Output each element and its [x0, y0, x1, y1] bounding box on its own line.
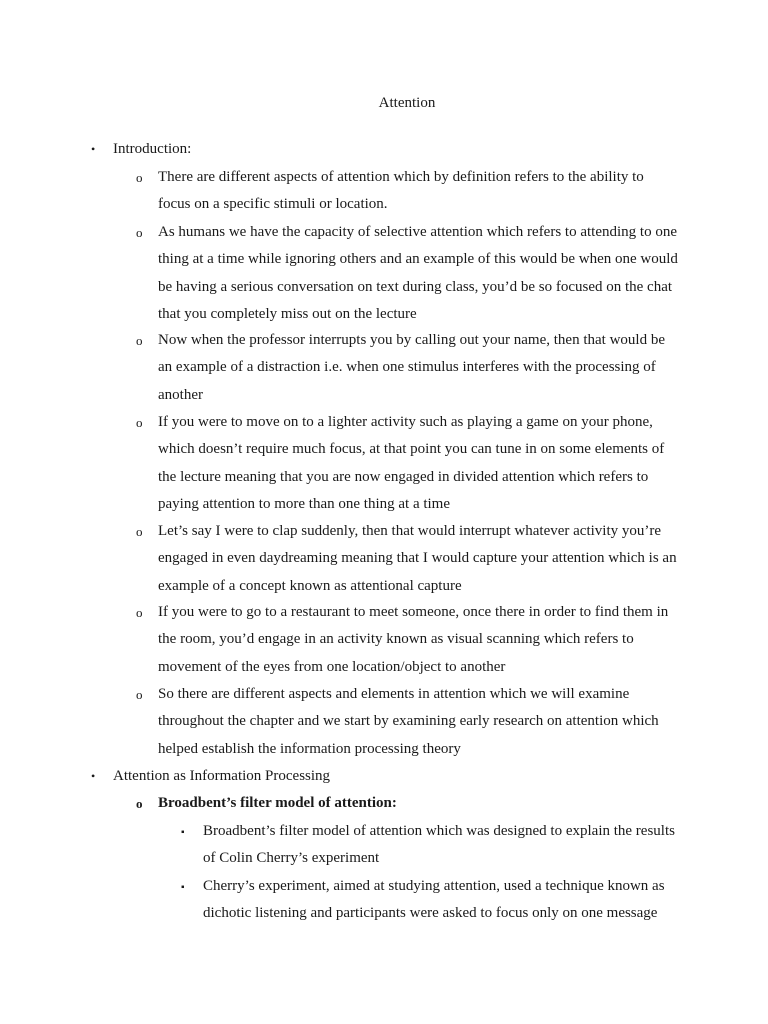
bullet-icon: •: [91, 142, 96, 156]
circle-bullet-icon: o: [136, 524, 143, 539]
list-item: [136, 164, 678, 219]
list-item-text: As humans we have the capacity of selective attention which refers to attending to one thing at a time while ignoring others and an example of this would be when one would be having a serious conversation on text during class, you’d be so focused on the chat that you completely miss out on the lecture: [158, 224, 678, 322]
page-title: Attention: [378, 95, 436, 111]
section-heading: Attention as Information Processing: [113, 768, 331, 784]
list-item-text: Now when the professor interrupts you by calling out your name, then that would be an example of a distraction i.e. when one stimulus interferes with the processing of another: [158, 332, 665, 403]
circle-bullet-icon: o: [136, 605, 143, 620]
list-item-text: If you were to move on to a lighter activity such as playing a game on your phone, which doesn’t require much focus, at that point you can tune in on some elements of the lecture meaning that you are now engaged in divided attention which refers to paying attention to more than one thing at a time: [158, 414, 665, 512]
list-item: [136, 327, 678, 409]
circle-bullet-icon: o: [136, 415, 143, 430]
list-item: [181, 818, 678, 873]
circle-bullet-icon: o: [136, 225, 143, 240]
square-bullet-icon: ▪: [181, 882, 185, 893]
list-item-subheading: [136, 790, 678, 817]
list-item: [181, 873, 678, 928]
list-item-text: Cherry’s experiment, aimed at studying attention, used a technique known as dichotic listening and participants were asked to focus only on one message: [203, 878, 665, 922]
list-item: [136, 681, 678, 763]
circle-bullet-icon: o: [136, 333, 143, 348]
section-heading: Introduction:: [113, 141, 192, 157]
list-item: [136, 518, 678, 600]
list-item: [136, 409, 678, 518]
list-item-text: So there are different aspects and elements in attention which we will examine throughout the chapter and we start by examining early research on attention which helped establish the information processing theory: [158, 686, 659, 757]
subheading-text: Broadbent’s filter model of attention:: [158, 795, 397, 811]
list-item-text: Broadbent’s filter model of attention which was designed to explain the results of Colin Cherry’s experiment: [203, 823, 675, 867]
list-item: [136, 599, 678, 681]
circle-bullet-icon: o: [136, 796, 143, 811]
circle-bullet-icon: o: [136, 687, 143, 702]
list-item-information-processing: [91, 763, 713, 790]
circle-bullet-icon: o: [136, 170, 143, 185]
list-item-text: Let’s say I were to clap suddenly, then that would interrupt whatever activity you’re engaged in even daydreaming meaning that I would capture your attention which is an example of a concept known as attentional capture: [158, 523, 677, 594]
list-item-text: There are different aspects of attention which by definition refers to the ability to focus on a specific stimuli or location.: [158, 169, 644, 213]
list-item-text: If you were to go to a restaurant to meet someone, once there in order to find them in the room, you’d engage in an activity known as visual scanning which refers to movement of the eyes from one location/object to another: [158, 604, 669, 675]
square-bullet-icon: ▪: [181, 827, 185, 838]
list-item: [136, 219, 678, 328]
bullet-icon: •: [91, 769, 96, 783]
list-item-introduction: [91, 136, 713, 163]
